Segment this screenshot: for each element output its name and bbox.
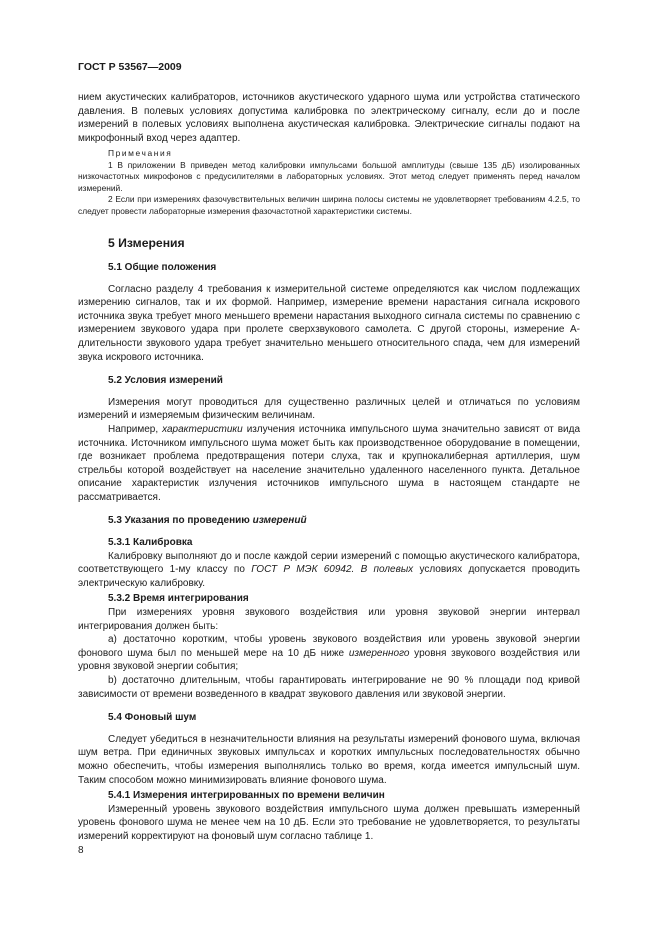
text-run: уровня звукового воздействия или уровня звуковой энергии события; [78,647,581,673]
page-number: 8 [78,845,84,856]
section-5-4-paragraph: Следует убедиться в незначительности влияния на результаты измерений фонового шума, включая шум ветра. При единичных звуковых импульсах и коротких импульсных последовательностях обычно можно обеспечить, чтобы измерения выполнялись только во время, когда имеется импульсный шум. Таким способом можно минимизировать влияние фонового шума. [78,733,580,786]
list-item-b: b) достаточно длительным, чтобы гарантировать интегрирование не 90 % площади под кривой зависимости от времени возведенного в квадрат звукового давления или звуковой энергии. [78,675,580,700]
standard-header: ГОСТ Р 53567—2009 [78,61,182,73]
emphasis-run: ГОСТ Р МЭК 60942. В полевых [251,564,414,576]
text-run: Калибровку выполняют до и после каждой серии измерений с помощью акустического калибратора, соответствующего 1-му классу по [78,550,580,576]
text-run: излучения источника импульсного шума значительно зависят от вида источника. Источником импульсного шума может быть как производственное оборудование в помещении, где возникает проблема предотвращения потери слуха, так и крупнокалиберная артиллерия, шум стрельбы которой воздействует на население значительно удаленного населенного пункта. Детальное описание характеристик излучения источников импульсного шума в настоящем стандарте не рассматривается. [78,423,581,503]
text-run: условиях допускается проводить электрическую калибровку. [78,564,580,589]
section-5-heading: 5 Измерения [108,236,185,251]
section-5-3-heading [108,514,580,528]
section-5-3-2-paragraph: При измерениях уровня звукового воздействия или уровня звуковой энергии интервал интегрирования должен быть: [78,607,580,632]
note-1: 1 В приложении В приведен метод калибровки импульсами большой амплитуды (свыше 135 дБ) изолированных низкочастотных микрофонов с предусилителями в лабораторных условиях. Этот метод следует применять перед началом измерений. [78,159,580,193]
section-5-4-1-paragraph: Измеренный уровень звукового воздействия импульсного шума должен превышать измеренный уровень фонового шума не менее чем на 10 дБ. Если это требование не удовлетворяется, то результаты измерений корректируют на фоновый шум согласно таблице 1. [78,803,580,842]
section-5-1-paragraph: Согласно разделу 4 требования к измерительной системе определяются как числом подлежащих измерению сигналов, так и их формой. Например, измерение времени нарастания сигнала искрового источника звука требует много меньшего времени нарастания выходного сигнала системы по сравнению с измерением звукового удара при пролете сверхзвукового самолета. С другой стороны, измерение А-длительности звукового удара требует значительно меньшего относительного спада, чем для измерений звука искрового источника. [78,283,580,363]
notes-title: Примечания [108,148,173,159]
section-5-3-1-paragraph [78,550,580,591]
section-5-4-1-heading: 5.4.1 Измерения интегрированных по времени величин [108,790,385,802]
list-item-a [78,633,580,674]
text-run: a) достаточно коротким, чтобы уровень звукового воздействия или уровень звуковой энергии фонового шума был по меньшей мере на 10 дБ ниже [78,634,580,659]
section-5-2-heading: 5.2 Условия измерений [108,375,223,387]
note-2: 2 Если при измерениях фазочувствительных величин ширина полосы системы не удовлетворяет требованиям 4.2.5, то следует провести лабораторные измерения фазочастотной характеристики системы. [78,194,580,216]
emphasis-run: измерений [252,515,307,527]
section-5-4-heading: 5.4 Фоновый шум [108,712,197,724]
section-5-2-paragraph-1: Измерения могут проводиться для существенно различных целей и отличаться по условиям измерений и измеряемым физическим величинам. [78,396,580,422]
section-5-3-1-heading: 5.3.1 Калибровка [108,537,193,549]
text-run: 5.3 Указания по проведению [108,515,253,527]
section-5-1-heading: 5.1 Общие положения [108,261,217,273]
section-5-2-paragraph-2 [78,423,580,505]
text-run: Например, [108,423,163,435]
emphasis-run: измеренного [348,647,410,659]
emphasis-run: характеристики [162,423,243,435]
section-5-3-2-heading: 5.3.2 Время интегрирования [108,593,249,605]
document-body [78,91,580,844]
intro-paragraph: нием акустических калибраторов, источников акустического ударного шума или устройства статического давления. В полевых условиях допустима калибровка по электрическому сигналу, если до и после измерений в полевых условиях выполнена акустическая калибровка. Электрические сигналы подают на микрофонный вход через адаптер. [78,92,580,144]
